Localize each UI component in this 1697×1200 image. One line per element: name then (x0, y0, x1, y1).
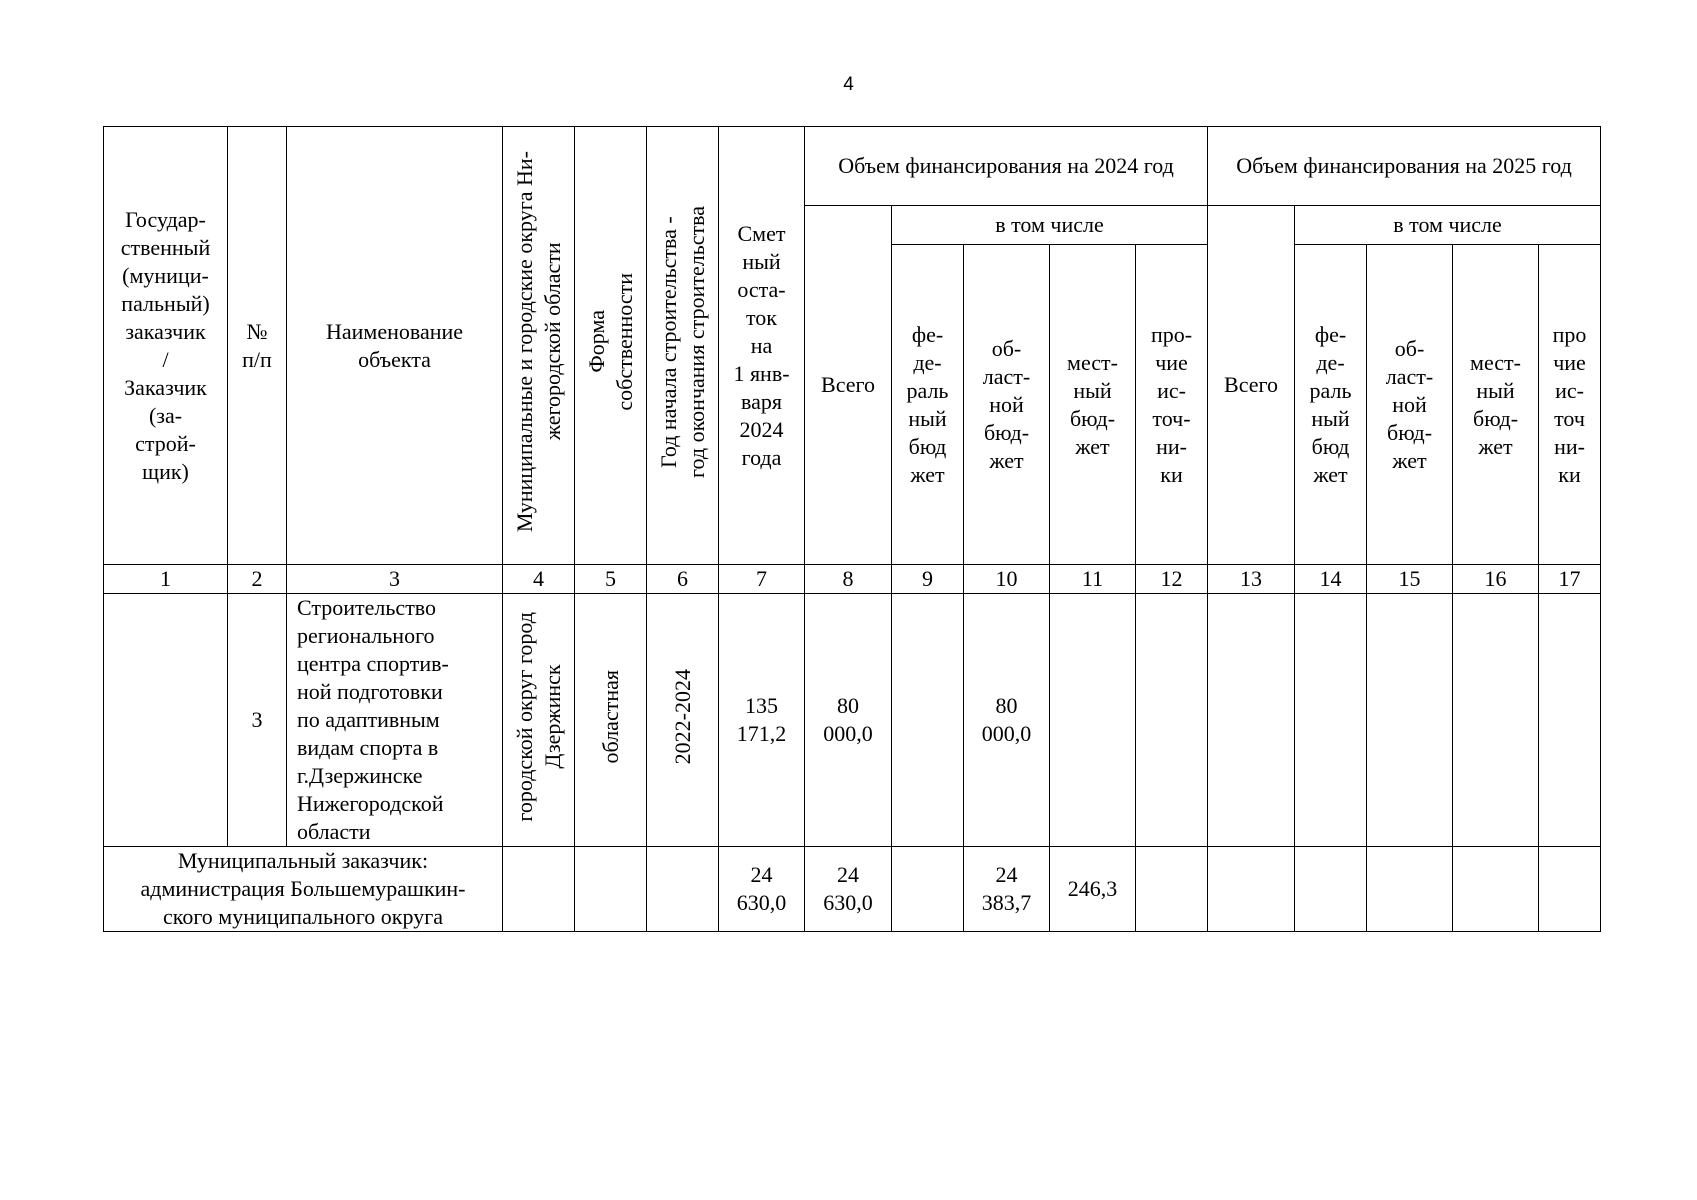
column-number: 12 (1136, 565, 1208, 594)
column-number: 15 (1367, 565, 1453, 594)
table-row-object (104, 594, 1601, 847)
cell-customer-local-2024: 246,3 (1050, 847, 1136, 932)
column-number: 16 (1453, 565, 1539, 594)
cell-empty (503, 847, 575, 932)
cell-empty (575, 847, 647, 932)
header-local-2025: мест- ный бюд- жет (1453, 245, 1539, 565)
header-federal-2025: фе- де- раль ный бюд жет (1295, 245, 1367, 565)
column-number: 4 (503, 565, 575, 594)
page-number: 4 (843, 74, 854, 95)
header-num: № п/п (228, 127, 287, 565)
header-including-2025: в том числе (1295, 206, 1601, 245)
cell-regional-2024: 80 000,0 (964, 594, 1050, 847)
cell-empty (1453, 594, 1539, 847)
column-number: 2 (228, 565, 287, 594)
cell-empty (1539, 847, 1601, 932)
header-regional-2024: об- ласт- ной бюд- жет (964, 245, 1050, 565)
header-ownership: Форма собственности (583, 273, 637, 411)
cell-empty (1539, 594, 1601, 847)
header-ownership-cell (575, 127, 647, 565)
cell-empty (1050, 594, 1136, 847)
table-row-customer (104, 847, 1601, 932)
years-text: 2022-2024 (669, 668, 695, 765)
cell-empty (1295, 594, 1367, 847)
cell-ownership (575, 594, 647, 847)
header-other-2024: про- чие ис- точ- ни- ки (1136, 245, 1208, 565)
header-local-2024: мест- ный бюд- жет (1050, 245, 1136, 565)
column-number: 8 (805, 565, 892, 594)
header-customer: Государ- ственный (муници- пальный) заказчик / Заказчик (за- строй- щик) (104, 127, 228, 565)
cell-empty (1367, 847, 1453, 932)
cell-customer-label: Муниципальный заказчик: администрация Большемурашкин- ского муниципального округа (104, 847, 503, 932)
cell-empty (1208, 594, 1295, 847)
column-number: 3 (287, 565, 503, 594)
header-other-2025: про чие ис- точ ни- ки (1539, 245, 1601, 565)
header-fin-2025: Объем финансирования на 2025 год (1208, 127, 1601, 206)
cell-empty (1136, 847, 1208, 932)
ownership-text: областная (597, 669, 623, 764)
column-number: 9 (892, 565, 964, 594)
cell-empty (892, 594, 964, 847)
cell-total-2024: 80 000,0 (805, 594, 892, 847)
header-total-2024: Всего (805, 206, 892, 565)
cell-object-name: Строительство регионального центра спортив- ной подготовки по адаптивным видам спорта в г.Дзержинске Нижегородской области (287, 594, 503, 847)
column-numbers-row (104, 565, 1601, 594)
header-years: Год начала строительства - год окончания строительства (655, 206, 709, 478)
header-object-name: Наименование объекта (287, 127, 503, 565)
cell-customer-remainder: 24 630,0 (719, 847, 805, 932)
column-number: 14 (1295, 565, 1367, 594)
header-fin-2024: Объем финансирования на 2024 год (805, 127, 1208, 206)
cell-empty (1208, 847, 1295, 932)
cell-municipality (503, 594, 575, 847)
header-years-cell (647, 127, 719, 565)
header-total-2025: Всего (1208, 206, 1295, 565)
column-number: 6 (647, 565, 719, 594)
financing-table (103, 126, 1601, 932)
cell-customer-regional-2024: 24 383,7 (964, 847, 1050, 932)
header-regional-2025: об- ласт- ной бюд- жет (1367, 245, 1453, 565)
municipality-text: городской округ город Дзержинск (511, 611, 565, 822)
header-including-2024: в том числе (892, 206, 1208, 245)
column-number: 1 (104, 565, 228, 594)
cell-empty (104, 594, 228, 847)
column-number: 5 (575, 565, 647, 594)
cell-empty (1136, 594, 1208, 847)
cell-num: 3 (228, 594, 287, 847)
cell-customer-total-2024: 24 630,0 (805, 847, 892, 932)
header-municipality-cell (503, 127, 575, 565)
column-number: 11 (1050, 565, 1136, 594)
column-number: 7 (719, 565, 805, 594)
header-municipality: Муниципальные и городские округа Ни- жегородской области (511, 151, 565, 533)
cell-empty (647, 847, 719, 932)
header-remainder: Смет ный оста- ток на 1 янв- варя 2024 года (719, 127, 805, 565)
column-number: 13 (1208, 565, 1295, 594)
cell-remainder: 135 171,2 (719, 594, 805, 847)
cell-empty (1367, 594, 1453, 847)
cell-years (647, 594, 719, 847)
column-number: 17 (1539, 565, 1601, 594)
header-federal-2024: фе- де- раль ный бюд жет (892, 245, 964, 565)
cell-empty (1295, 847, 1367, 932)
column-number: 10 (964, 565, 1050, 594)
cell-empty (892, 847, 964, 932)
cell-empty (1453, 847, 1539, 932)
